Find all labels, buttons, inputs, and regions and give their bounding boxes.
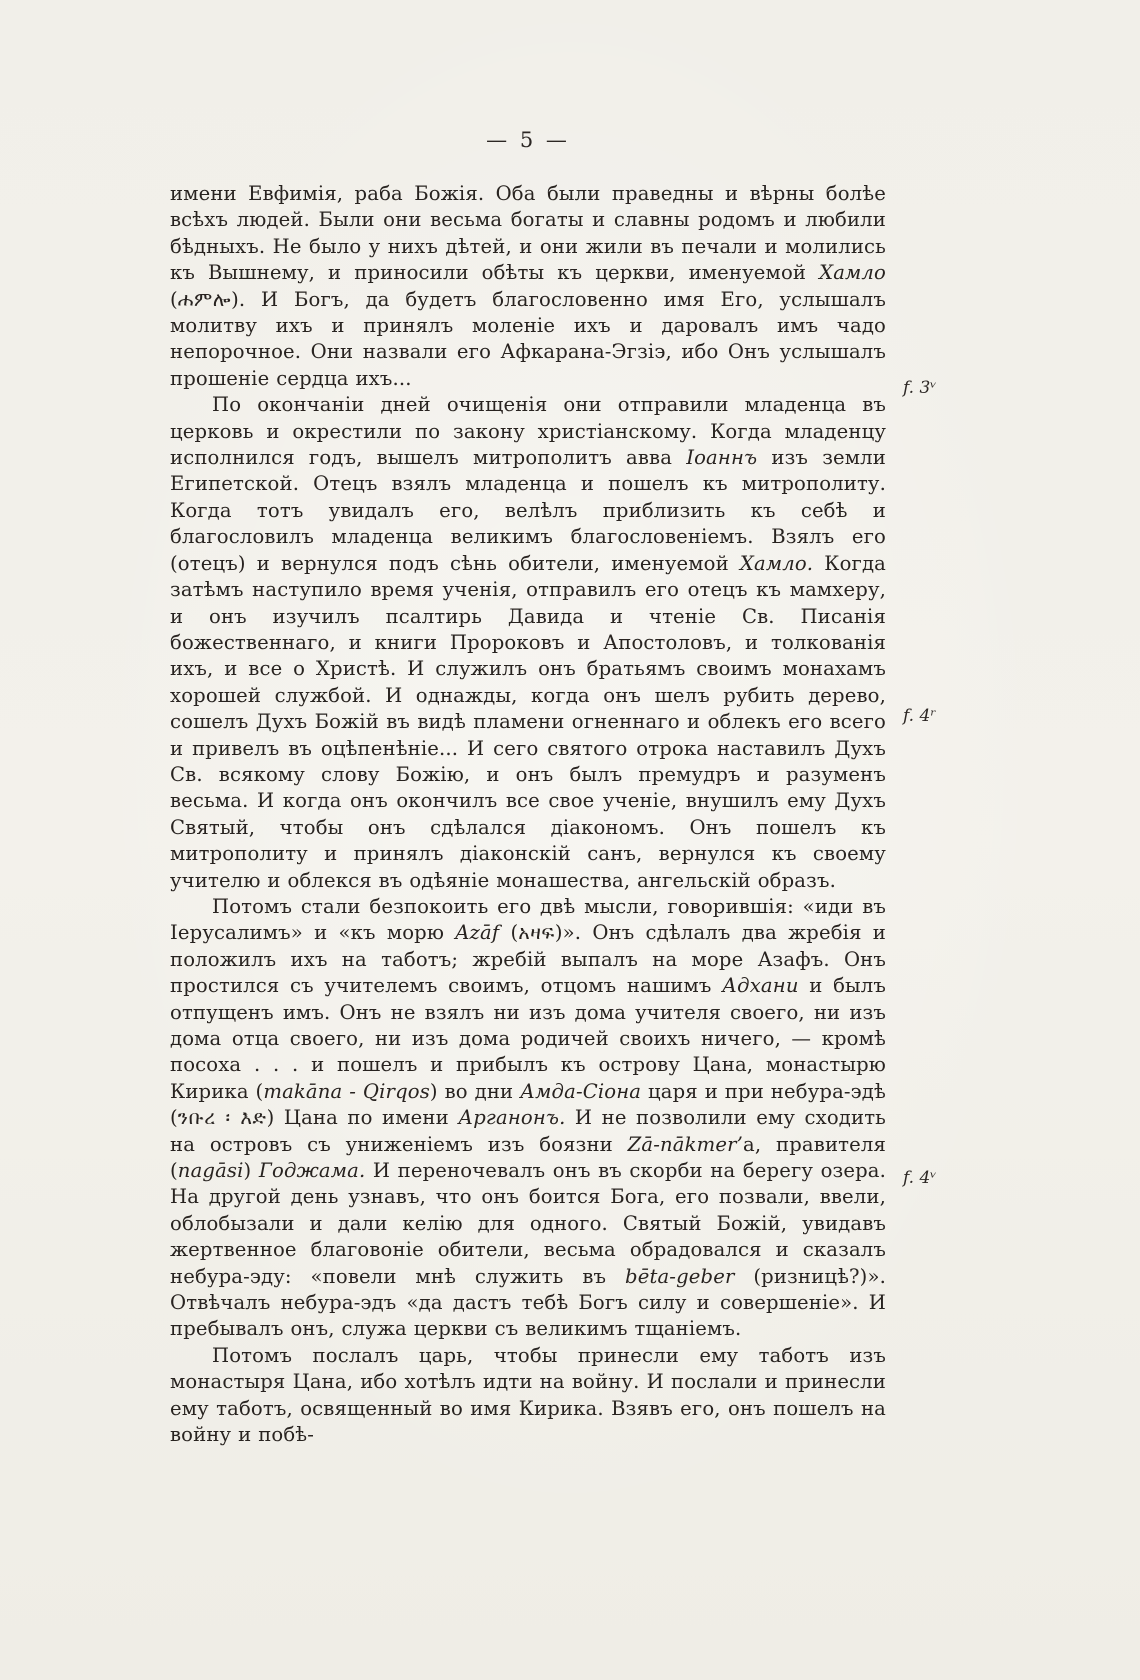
text-run: ( — [170, 287, 178, 311]
italic-text-run: Амда-Сіона — [520, 1079, 642, 1103]
text-run: И не позволили ему сходить на островъ съ униженіемъ изъ боязни — [170, 1106, 886, 1156]
italic-text-run: Адхани — [722, 974, 799, 998]
text-run: Потомъ послалъ царь, чтобы принесли ему таботъ изъ монастыря Цана, ибо хотѣлъ идти на войну. И послали и принесли ему таботъ, освященный во имя Кирика. Взявъ его, онъ пошелъ на войну и побѣ- — [170, 1343, 886, 1447]
paragraph — [170, 1343, 886, 1449]
italic-text-run: makāna - Qirqos — [263, 1079, 430, 1103]
text-run: и былъ отпущенъ имъ. Онъ не взялъ ни изъ дома учителя своего, ни изъ дома отца своего, ни изъ дома родичей своихъ ничего, — кромѣ посоха . . . и пошелъ и прибылъ къ острову Цана, монастырю Кирика ( — [170, 974, 886, 1103]
page-number: — 5 — — [486, 128, 570, 152]
text-run: изъ земли Египетской. Отецъ взялъ младенца и пошелъ къ митрополиту. Когда тотъ увидалъ его, велѣлъ приблизить къ себѣ и благословилъ младенца великимъ благословеніемъ. Взялъ его (отецъ) и вернулся подъ сѣнь обители, именуемой — [170, 446, 886, 575]
italic-text-run: Azāf — [455, 921, 500, 945]
ethiopic-text-run: ሐምሎ — [177, 287, 232, 311]
text-run: ) во дни — [429, 1079, 521, 1103]
text-run: ) Цана по имени — [266, 1106, 459, 1130]
ethiopic-text-run: ንቡረ ፡ እድ — [177, 1106, 267, 1130]
italic-text-run: nagāsi — [177, 1159, 244, 1183]
paragraph — [170, 894, 886, 1343]
italic-text-run: Арганонъ. — [458, 1106, 566, 1130]
paragraph — [170, 181, 886, 392]
folio-note: f. 4ʳ — [903, 706, 937, 726]
italic-text-run: Zā-nākmer’ — [627, 1132, 744, 1156]
paragraph — [170, 392, 886, 894]
ethiopic-text-run: አዛፍ — [518, 921, 555, 945]
text-run: )». Онъ сдѣлалъ два жребія и положилъ ихъ на таботъ; жребій выпалъ на море Азафъ. Онъ простился съ учителемъ своимъ, отцомъ нашимъ — [170, 921, 886, 998]
text-run: По окончаніи дней очищенія они отправили младенца въ церковь и окрестили по закону христіанскому. Когда младенцу исполнился годъ, вышелъ митрополитъ авва — [170, 393, 886, 470]
text-block — [170, 181, 886, 1449]
text-run: (ризницѣ?)». Отвѣчалъ небура-эдъ «да дастъ тебѣ Богъ силу и совершеніе». И пребывалъ онъ, служа церкви съ великимъ тщаніемъ. — [170, 1264, 886, 1341]
text-run: ( — [499, 921, 519, 945]
text-run: а, правителя ( — [170, 1132, 887, 1183]
text-run: Когда затѣмъ наступило время ученія, отправилъ его отецъ къ мамхеру, и онъ изучилъ псалтирь Давида и чтеніе Св. Писанія божественнаго, и книги Пророковъ и Апостоловъ, и толкованія ихъ, и все о Христѣ. И служилъ онъ братьямъ своимъ монахамъ хорошей службой. И однажды, когда онъ шелъ рубить дерево, сошелъ Духъ Божій въ видѣ пламени огненнаго и облекъ его всего и привелъ въ оцѣпенѣніе... И сего святого отрока наставилъ Духъ Св. всякому слову Божію, и онъ былъ премудръ и разуменъ весьма. И когда онъ окончилъ все свое ученіе, внушилъ ему Духъ Святый, чтобы онъ сдѣлался діакономъ. Онъ пошелъ къ митрополиту и принялъ діаконскій санъ, вернулся къ своему учителю и облекся въ одѣяніе монашества, ангельскій образъ. — [170, 551, 886, 892]
italic-text-run: Годжама. — [258, 1159, 366, 1183]
italic-text-run: Хамло. — [739, 551, 814, 575]
italic-text-run: Хамло — [819, 261, 886, 285]
text-run: царя и при небура-эдѣ ( — [170, 1079, 886, 1130]
text-run: ). И Богъ, да будетъ благословенно имя Его, услышалъ молитву ихъ и принялъ моленіе ихъ и даровалъ имъ чадо непорочное. Они назвали его Афкарана-Эгзіэ, ибо Онъ услышалъ прошеніе сердца ихъ... — [170, 287, 886, 390]
italic-text-run: bēta-geber — [625, 1264, 735, 1288]
italic-text-run: Іоаннъ — [686, 446, 758, 470]
folio-note: f. 4ᵛ — [903, 1168, 937, 1188]
text-run: имени Евфимія, раба Божія. Оба были праведны и вѣрны болѣе всѣхъ людей. Были они весьма богаты и славны родомъ и любили бѣдныхъ. Не было у нихъ дѣтей, и они жили въ печали и молились къ Вышнему, и приносили обѣты къ церкви, именуемой — [170, 182, 886, 285]
text-run: И переночевалъ онъ въ скорби на берегу озера. На другой день узнавъ, что онъ боится Бога, его позвали, ввели, облобызали и дали келію для одного. Святый Божій, увидавъ жертвенное благовоніе обители, весьма обрадовался и сказалъ небура-эду: «повели мнѣ служить въ — [170, 1159, 886, 1288]
text-run: Потомъ стали безпокоить его двѣ мысли, говорившія: «иди въ Іерусалимъ» и «къ морю — [170, 894, 886, 945]
text-run: ) — [243, 1159, 259, 1183]
folio-note: f. 3ᵛ — [903, 378, 937, 398]
